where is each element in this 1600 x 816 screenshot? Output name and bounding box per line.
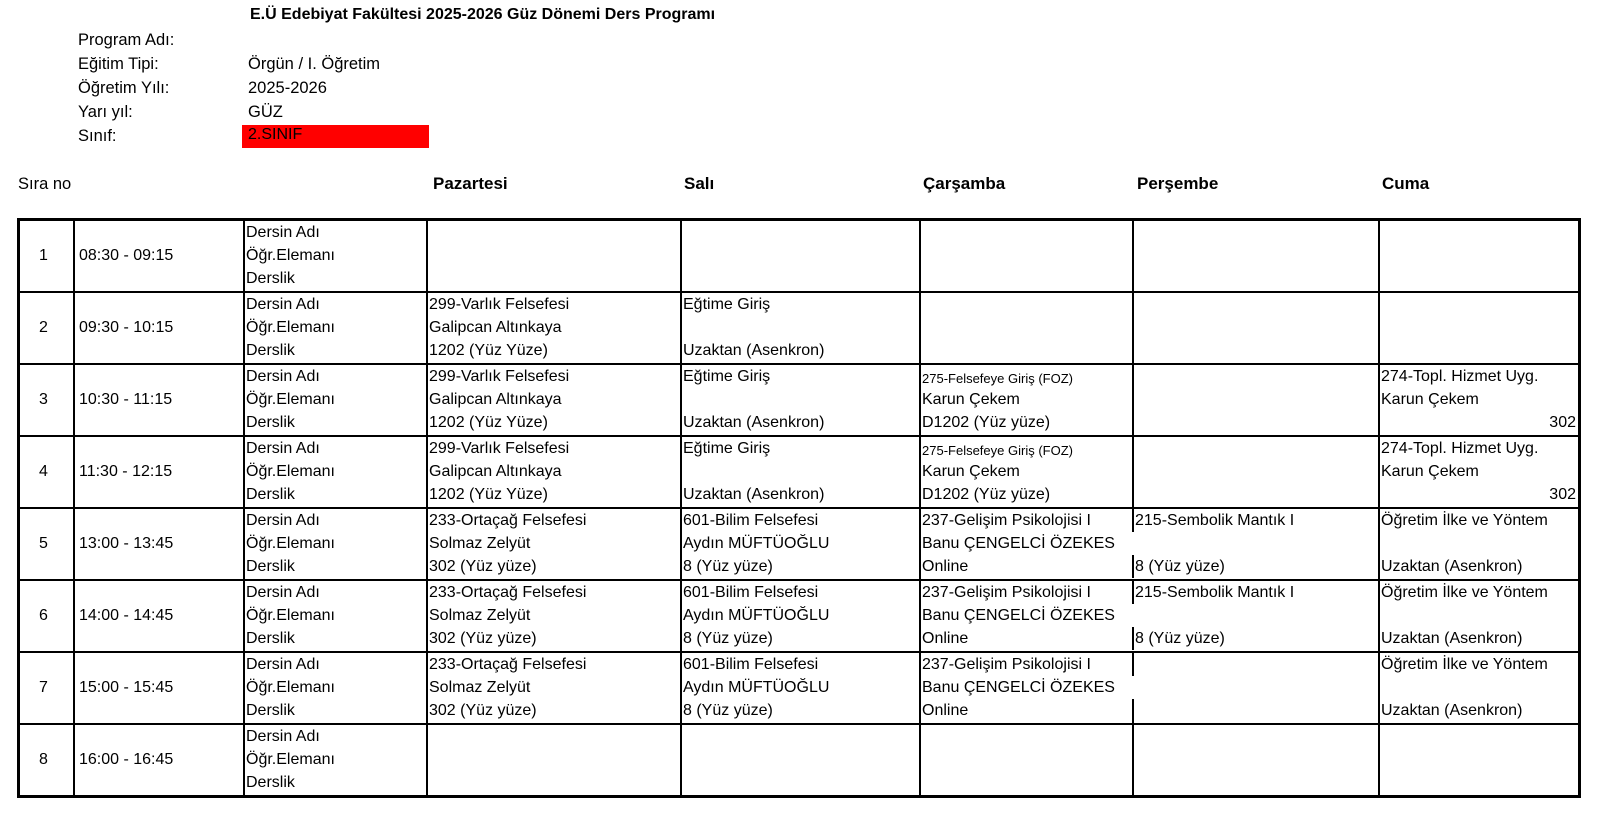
header-carsamba: Çarşamba <box>923 174 1006 193</box>
grid-column-divider <box>1132 581 1134 604</box>
cell-sali-course: 601-Bilim Felsefesi <box>683 656 819 673</box>
page-title: E.Ü Edebiyat Fakültesi 2025-2026 Güz Dönemi Ders Programı <box>250 6 716 23</box>
cell-sali-instructor: Aydın MÜFTÜOĞLU <box>683 535 830 552</box>
row-time: 16:00 - 16:45 <box>79 751 174 768</box>
field-label: Dersin Adı <box>246 296 320 313</box>
field-label: Öğr.Elemanı <box>246 679 335 696</box>
cell-pazartesi-instructor: Galipcan Altınkaya <box>429 463 562 480</box>
field-label: Öğr.Elemanı <box>246 319 335 336</box>
field-label: Öğr.Elemanı <box>246 607 335 624</box>
cell-sali-course: Eğtime Giriş <box>683 368 771 385</box>
field-label: Derslik <box>246 342 295 359</box>
cell-cuma-instructor: Karun Çekem <box>1381 391 1479 408</box>
meta-value-egitim: Örgün / I. Öğretim <box>248 55 381 73</box>
cell-cuma-room: Uzaktan (Asenkron) <box>1381 630 1523 647</box>
cell-pazartesi-course: 233-Ortaçağ Felsefesi <box>429 656 587 673</box>
field-label: Dersin Adı <box>246 728 320 745</box>
grid-column-divider <box>1132 221 1134 532</box>
cell-carsamba-instructor: Karun Çekem <box>922 463 1020 480</box>
cell-cuma-room: 302 <box>1549 414 1576 431</box>
field-label: Öğr.Elemanı <box>246 391 335 408</box>
meta-label-sinif: Sınıf: <box>78 127 117 145</box>
cell-pazartesi-course: 299-Varlık Felsefesi <box>429 368 570 385</box>
cell-pazartesi-room: 1202 (Yüz Yüze) <box>429 414 548 431</box>
field-label: Derslik <box>246 558 295 575</box>
field-label: Dersin Adı <box>246 584 320 601</box>
meta-label-yil: Öğretim Yılı: <box>78 79 170 97</box>
row-number: 4 <box>39 463 48 480</box>
cell-cuma-room: 302 <box>1549 486 1576 503</box>
cell-pazartesi-room: 1202 (Yüz Yüze) <box>429 342 548 359</box>
cell-carsamba-room: Online <box>922 702 969 719</box>
row-number: 2 <box>39 319 48 336</box>
cell-pazartesi-instructor: Galipcan Altınkaya <box>429 391 562 408</box>
field-label: Dersin Adı <box>246 440 320 457</box>
field-label: Öğr.Elemanı <box>246 247 335 264</box>
row-time: 11:30 - 12:15 <box>79 463 173 480</box>
cell-carsamba-course: 275-Felsefeye Giriş (FOZ) <box>922 443 1073 458</box>
row-number: 3 <box>39 391 48 408</box>
cell-sali-course: 601-Bilim Felsefesi <box>683 584 819 601</box>
cell-carsamba-instructor: Karun Çekem <box>922 391 1020 408</box>
cell-cuma-instructor: Karun Çekem <box>1381 463 1479 480</box>
grid-column-divider <box>1132 653 1134 676</box>
cell-carsamba-course: 237-Gelişim Psikolojisi I <box>922 656 1091 673</box>
cell-pazartesi-room: 302 (Yüz yüze) <box>429 630 537 647</box>
row-time: 09:30 - 10:15 <box>79 319 174 336</box>
cell-pazartesi-course: 233-Ortaçağ Felsefesi <box>429 512 587 529</box>
field-label: Derslik <box>246 270 295 287</box>
field-label: Öğr.Elemanı <box>246 535 335 552</box>
cell-carsamba-course: 275-Felsefeye Giriş (FOZ) <box>922 371 1073 386</box>
header-persembe: Perşembe <box>1137 174 1219 193</box>
cell-persembe-course: 215-Sembolik Mantık I <box>1135 512 1295 529</box>
cell-persembe-room: 8 (Yüz yüze) <box>1135 630 1225 647</box>
cell-pazartesi-room: 1202 (Yüz Yüze) <box>429 486 548 503</box>
field-label: Derslik <box>246 702 295 719</box>
schedule-table <box>17 218 1581 798</box>
field-label: Derslik <box>246 414 295 431</box>
row-number: 6 <box>39 607 48 624</box>
field-label: Öğr.Elemanı <box>246 751 335 768</box>
grid-column-divider <box>1132 627 1134 650</box>
cell-carsamba-room: Online <box>922 630 969 647</box>
meta-value-yariyil: GÜZ <box>248 103 283 121</box>
header-pazartesi: Pazartesi <box>433 174 508 193</box>
field-label: Derslik <box>246 486 295 503</box>
cell-pazartesi-room: 302 (Yüz yüze) <box>429 558 537 575</box>
field-label: Dersin Adı <box>246 656 320 673</box>
header-sali: Salı <box>684 174 715 193</box>
cell-carsamba-room: Online <box>922 558 969 575</box>
cell-sali-instructor: Aydın MÜFTÜOĞLU <box>683 679 830 696</box>
header-cuma: Cuma <box>1382 174 1430 193</box>
cell-pazartesi-instructor: Solmaz Zelyüt <box>429 607 531 624</box>
cell-carsamba-course: 237-Gelişim Psikolojisi I <box>922 584 1091 601</box>
cell-pazartesi-room: 302 (Yüz yüze) <box>429 702 537 719</box>
grid-column-divider <box>1132 699 1134 797</box>
cell-sali-room: 8 (Yüz yüze) <box>683 558 773 575</box>
field-label: Derslik <box>246 630 295 647</box>
row-time: 13:00 - 13:45 <box>79 535 174 552</box>
field-label: Dersin Adı <box>246 368 320 385</box>
cell-cuma-course: Öğretim İlke ve Yöntem <box>1381 512 1548 529</box>
cell-carsamba-course: 237-Gelişim Psikolojisi I <box>922 512 1091 529</box>
meta-value-yil: 2025-2026 <box>248 79 327 97</box>
row-number: 5 <box>39 535 48 552</box>
field-label: Dersin Adı <box>246 224 320 241</box>
row-time: 14:00 - 14:45 <box>79 607 174 624</box>
cell-sali-room: Uzaktan (Asenkron) <box>683 414 825 431</box>
cell-cuma-course: 274-Topl. Hizmet Uyg. <box>1381 368 1539 385</box>
cell-sali-room: 8 (Yüz yüze) <box>683 630 773 647</box>
cell-sali-instructor: Aydın MÜFTÜOĞLU <box>683 607 830 624</box>
field-label: Derslik <box>246 774 295 791</box>
cell-pazartesi-instructor: Solmaz Zelyüt <box>429 679 531 696</box>
row-time: 10:30 - 11:15 <box>79 391 173 408</box>
cell-carsamba-instructor: Banu ÇENGELCİ ÖZEKES <box>922 679 1115 696</box>
cell-carsamba-room: D1202 (Yüz yüze) <box>922 486 1051 503</box>
cell-pazartesi-course: 233-Ortaçağ Felsefesi <box>429 584 587 601</box>
cell-sali-course: Eğtime Giriş <box>683 440 771 457</box>
cell-sali-course: Eğtime Giriş <box>683 296 771 313</box>
cell-carsamba-instructor: Banu ÇENGELCİ ÖZEKES <box>922 535 1115 552</box>
row-time: 08:30 - 09:15 <box>79 247 174 264</box>
row-number: 7 <box>39 679 48 696</box>
cell-cuma-course: Öğretim İlke ve Yöntem <box>1381 656 1548 673</box>
cell-sali-course: 601-Bilim Felsefesi <box>683 512 819 529</box>
cell-persembe-room: 8 (Yüz yüze) <box>1135 558 1225 575</box>
cell-cuma-course: Öğretim İlke ve Yöntem <box>1381 584 1548 601</box>
cell-carsamba-instructor: Banu ÇENGELCİ ÖZEKES <box>922 607 1115 624</box>
row-number: 1 <box>39 247 48 264</box>
cell-sali-room: Uzaktan (Asenkron) <box>683 342 825 359</box>
cell-sali-room: 8 (Yüz yüze) <box>683 702 773 719</box>
meta-label-yariyil: Yarı yıl: <box>78 103 133 121</box>
cell-cuma-room: Uzaktan (Asenkron) <box>1381 702 1523 719</box>
row-time: 15:00 - 15:45 <box>79 679 174 696</box>
cell-persembe-course: 215-Sembolik Mantık I <box>1135 584 1295 601</box>
field-label: Dersin Adı <box>246 512 320 529</box>
cell-sali-room: Uzaktan (Asenkron) <box>683 486 825 503</box>
cell-pazartesi-instructor: Solmaz Zelyüt <box>429 535 531 552</box>
header-sira-no: Sıra no <box>18 175 72 193</box>
row-number: 8 <box>39 751 48 768</box>
cell-cuma-room: Uzaktan (Asenkron) <box>1381 558 1523 575</box>
cell-pazartesi-course: 299-Varlık Felsefesi <box>429 296 570 313</box>
cell-cuma-course: 274-Topl. Hizmet Uyg. <box>1381 440 1539 457</box>
meta-label-egitim: Eğitim Tipi: <box>78 55 159 73</box>
field-label: Öğr.Elemanı <box>246 463 335 480</box>
cell-pazartesi-course: 299-Varlık Felsefesi <box>429 440 570 457</box>
meta-value-sinif: 2.SINIF <box>248 126 303 143</box>
grid-column-divider <box>1132 555 1134 578</box>
cell-pazartesi-instructor: Galipcan Altınkaya <box>429 319 562 336</box>
cell-carsamba-room: D1202 (Yüz yüze) <box>922 414 1051 431</box>
meta-label-program: Program Adı: <box>78 31 175 49</box>
